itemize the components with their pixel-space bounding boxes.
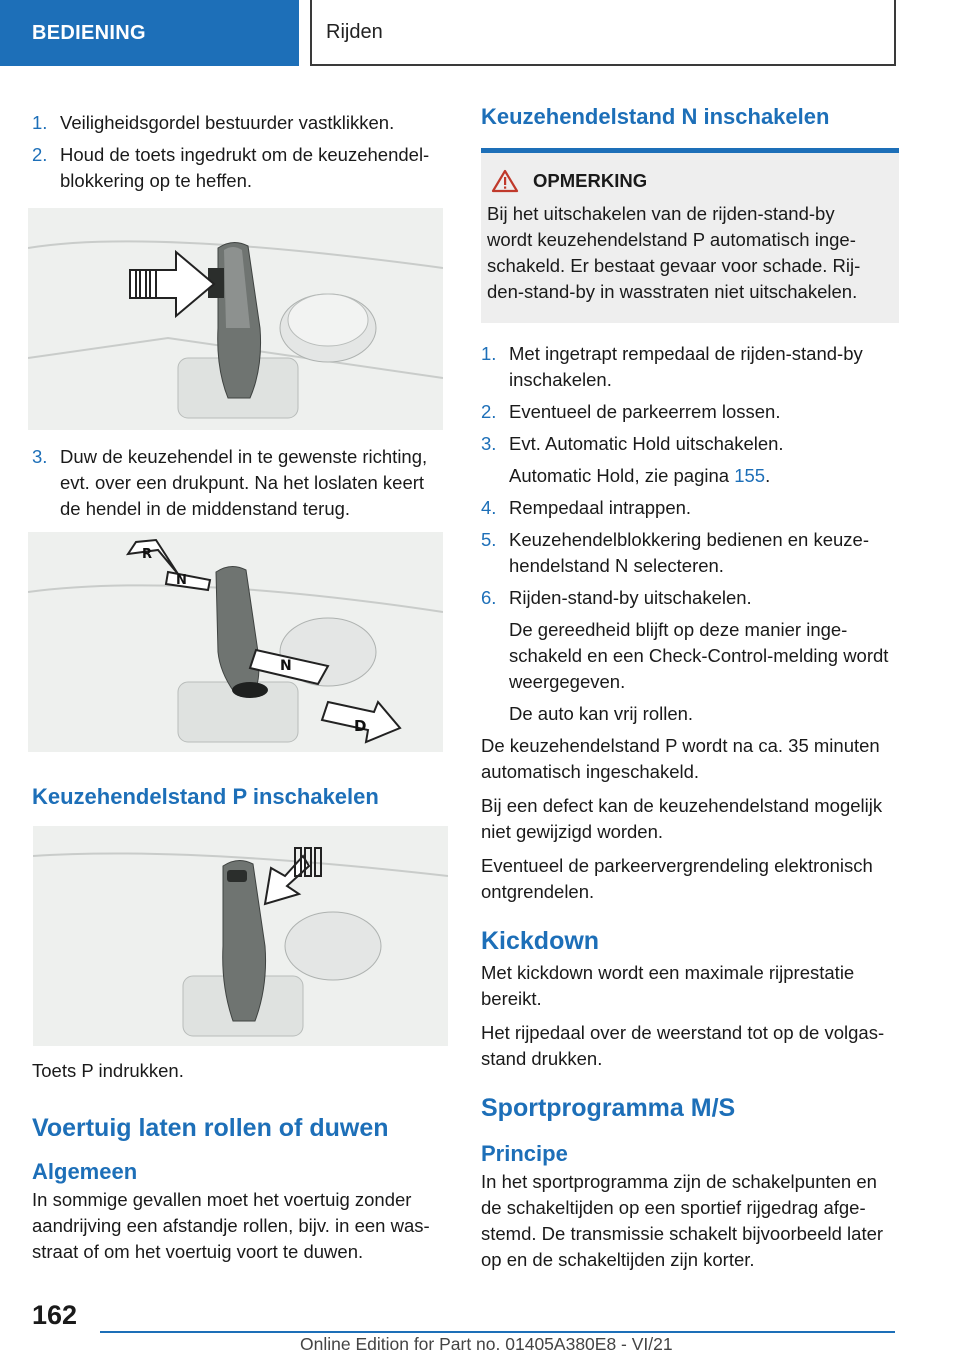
step-text: Houd de toets ingedrukt om de keuzehendel-blokkering op te heffen. — [60, 144, 430, 191]
step-number: 3. — [481, 433, 497, 454]
kickdown-text-1: Met kickdown wordt een maximale rijprestatie bereikt. — [481, 962, 855, 1009]
selector-lever-illustration — [28, 208, 443, 430]
list-item — [32, 110, 447, 136]
chapter-tab — [310, 0, 896, 66]
figure-selector-directions — [28, 532, 443, 752]
step-text: Veiligheidsgordel bestuurder vastklikken. — [60, 112, 395, 133]
step-number: 3. — [32, 446, 48, 467]
page-link-155[interactable]: 155 — [734, 465, 766, 486]
subheading-algemeen: Algemeen — [32, 1159, 138, 1184]
heading-sportprogramma: Sportprogramma M/S — [481, 1094, 736, 1122]
label-r — [142, 547, 152, 562]
direction-n-lower-label: N — [280, 658, 292, 674]
direction-n-upper-label: N — [176, 573, 187, 588]
list-item — [481, 399, 899, 425]
heading-keuzehendelstand-n: Keuzehendelstand N inschakelen — [481, 104, 830, 129]
step-number: 2. — [481, 401, 497, 422]
chapter-title: Rijden — [326, 20, 383, 43]
direction-d-label: D — [354, 717, 367, 735]
figure-p-button — [33, 826, 448, 1046]
step-text: Keuzehendelblokkering bedienen en keuze-hendelstand N selecteren. — [509, 529, 869, 576]
heading-kickdown: Kickdown — [481, 927, 600, 955]
p-button-illustration — [33, 826, 448, 1046]
note-header — [487, 169, 881, 193]
figure-selector-unlock — [28, 208, 443, 430]
list-item — [481, 495, 899, 521]
paragraph-auto-p: De keuzehendelstand P wordt na ca. 35 minuten automatisch ingeschakeld. — [481, 735, 880, 782]
reference-end: . — [765, 465, 771, 486]
paragraph-defect: Bij een defect kan de keuzehendelstand mogelijk niet gewijzigd worden. — [481, 795, 883, 842]
heading-keuzehendelstand-p: Keuzehendelstand P inschakelen — [32, 784, 379, 809]
paragraph-unlock: Eventueel de parkeervergrendeling elektronisch ontgrendelen. — [481, 855, 873, 902]
step-text: Rijden-stand-by uitschakelen. — [509, 587, 752, 608]
right-column — [481, 100, 899, 1273]
step-number: 1. — [32, 112, 48, 133]
principle-text: In het sportprogramma zijn de schakelpunten en de schakeltijden op een sportief rijgedrag afge-stemd. De transmissie schakelt bijvoorbeeld later op en de schakeltijden zijn korter. — [481, 1171, 884, 1270]
section-title: BEDIENING — [32, 21, 146, 44]
section-tab — [0, 0, 299, 66]
note-title: OPMERKING — [533, 170, 648, 191]
list-item — [32, 444, 447, 522]
step-text: Rempedaal intrappen. — [509, 497, 692, 518]
caption-p: Toets P indrukken. — [32, 1060, 184, 1081]
heading-block-p — [32, 784, 447, 810]
list-item — [481, 585, 899, 611]
footer-edition: Online Edition for Part no. 01405A380E8 - VI/21 — [300, 1334, 673, 1354]
general-text: In sommige gevallen moet het voertuig zonder aandrijving een afstandje rollen, bijv. in een was-straat of om het voertuig voort te duwen. — [32, 1189, 430, 1262]
step-number: 4. — [481, 497, 497, 518]
step-text: Eventueel de parkeerrem lossen. — [509, 401, 781, 422]
step-text: Met ingetrapt rempedaal de rijden-stand-by inschakelen. — [509, 343, 863, 390]
step-6-detail-2: De auto kan vrij rollen. — [509, 703, 694, 724]
note-text: Bij het uitschakelen van de rijden-stand-by wordt keuzehendelstand P automatisch inge-schakeld. Er bestaat gevaar voor schade. Rij-den-stand-by in wasstraten niet uitschakelen. — [487, 203, 861, 302]
list-item — [481, 431, 899, 457]
left-step-3 — [32, 444, 447, 528]
step-6-detail: De gereedheid blijft op deze manier inge-schakeld en een Check-Control-melding wordt weergegeven. — [509, 619, 889, 692]
step-number: 5. — [481, 529, 497, 550]
subheading-principe: Principe — [481, 1141, 568, 1166]
step-number: 1. — [481, 343, 497, 364]
left-steps-a — [32, 110, 447, 200]
reference-text: Automatic Hold, zie pagina — [509, 465, 735, 486]
heading-voertuig-rollen: Voertuig laten rollen of duwen — [32, 1114, 389, 1142]
selector-directions-illustration — [28, 532, 443, 752]
left-bottom — [32, 1058, 447, 1265]
kickdown-text-2: Het rijpedaal over de weerstand tot op de volgas-stand drukken. — [481, 1022, 885, 1069]
footer-rule — [100, 1331, 895, 1333]
warning-triangle-icon — [491, 169, 519, 193]
note-box — [481, 148, 899, 323]
list-item — [481, 341, 899, 393]
page-number: 162 — [32, 1300, 78, 1330]
direction-r-label: R — [142, 547, 153, 562]
list-item — [32, 142, 447, 194]
list-item — [481, 527, 899, 579]
step-number: 6. — [481, 587, 497, 608]
step-number: 2. — [32, 144, 48, 165]
step-text: Duw de keuzehendel in te gewenste richting, evt. over een drukpunt. Na het loslaten keert de hendel in de middenstand terug. — [60, 446, 428, 519]
step-3-reference — [481, 463, 899, 489]
step-text: Evt. Automatic Hold uitschakelen. — [509, 433, 784, 454]
